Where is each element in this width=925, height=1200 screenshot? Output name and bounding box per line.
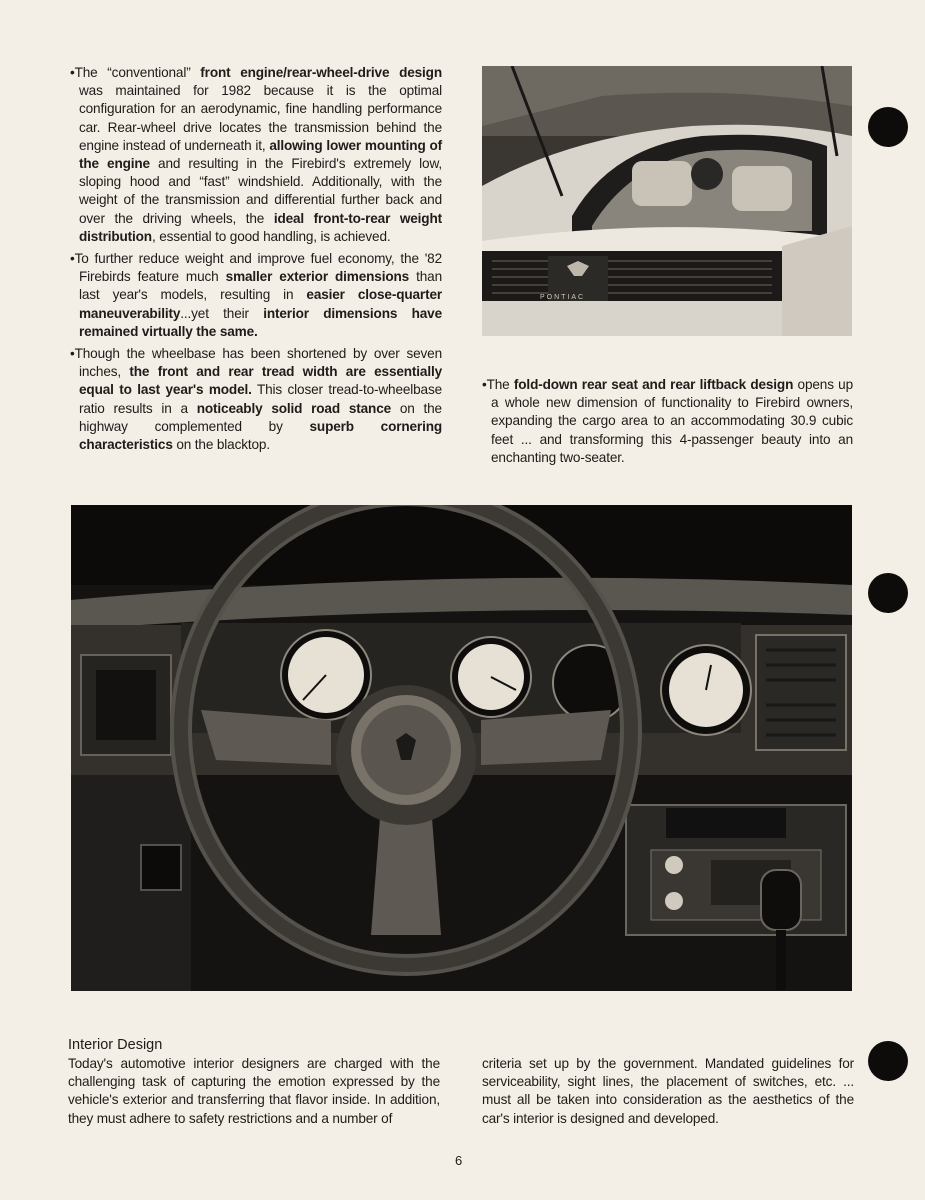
binder-hole <box>868 1041 908 1081</box>
text-run: •The “conventional” <box>70 65 201 80</box>
text-run: , essential to good handling, is achieved. <box>151 228 391 244</box>
text-run: This closer tread-to-wheelbase ratio results in a <box>79 382 443 416</box>
interior-paragraph-right: criteria set up by the government. Mandated guidelines for serviceability, sight lines, the placement of switches, etc. ... must all be taken into consideration as the aesthetics of the car's interior is designed and developed. <box>482 1056 854 1126</box>
binder-hole <box>868 573 908 613</box>
text-run: was maintained for 1982 because it is the optimal configuration for an aerodynamic, fine handling performance car. Rear-wheel drive locates the transmission behind the engine instead of underneath it, <box>79 83 442 153</box>
bold-text-run: smaller exterior dimensions <box>225 269 410 285</box>
paragraph <box>70 250 442 341</box>
bold-text-run: ideal front-to-rear weight distribution <box>79 210 442 244</box>
text-run: •The <box>482 377 514 392</box>
binder-hole <box>868 107 908 147</box>
paragraph <box>482 376 853 467</box>
bold-text-run: fold-down rear seat and rear liftback design <box>513 377 794 392</box>
pontiac-badge-text: PONTIAC <box>540 294 586 301</box>
dashboard-photo <box>71 505 852 991</box>
paragraph <box>70 64 442 246</box>
text-run: on the blacktop. <box>172 437 270 453</box>
text-run: and resulting in the Firebird's extremely low, sloping hood and “fast” windshield. Additionally, with the weight of the transmission and differential further back and over the driving wheels, the <box>79 156 442 226</box>
interior-text-right <box>482 1055 854 1132</box>
liftback-caption <box>482 376 853 471</box>
page-number: 6 <box>455 1153 463 1168</box>
interior-design-heading: Interior Design <box>68 1037 163 1053</box>
bold-text-run: noticeably solid road stance <box>196 400 392 416</box>
text-run: •Though the wheelbase has been shortened by over seven inches, <box>70 346 442 380</box>
bold-text-run: the front and rear tread width are essentially equal to last year's model. <box>79 364 442 398</box>
bold-text-run: allowing lower mounting of the engine <box>79 137 442 172</box>
text-run: than last year's models, resulting in <box>79 269 442 303</box>
paragraph <box>70 345 442 454</box>
bold-text-run: easier close-quarter maneuverability <box>79 287 442 321</box>
interior-text-left <box>68 1055 440 1132</box>
bold-text-run: superb cornering characteristics <box>79 418 443 453</box>
text-run: ...yet their <box>180 305 264 321</box>
bold-text-run: interior dimensions have remained virtually the same. <box>79 305 442 339</box>
left-text-column <box>70 64 442 458</box>
text-run: on the highway complemented by <box>79 400 442 434</box>
rear-liftback-photo <box>482 66 852 336</box>
text-run: opens up a whole new dimension of functionality to Firebird owners, expanding the cargo area to an accommodating 30.9 cubic feet ... and transforming this 4-passenger beauty into an enchanting two-seater. <box>491 377 853 465</box>
text-run: •To further reduce weight and improve fuel economy, the '82 Firebirds feature much <box>70 251 442 285</box>
interior-paragraph-left: Today's automotive interior designers are charged with the challenging task of capturing the emotion expressed by the vehicle's exterior and transferring that flavor inside. In addition, they must adhere to safety restrictions and a number of <box>68 1056 440 1126</box>
bold-text-run: front engine/rear-wheel-drive design <box>200 65 442 80</box>
